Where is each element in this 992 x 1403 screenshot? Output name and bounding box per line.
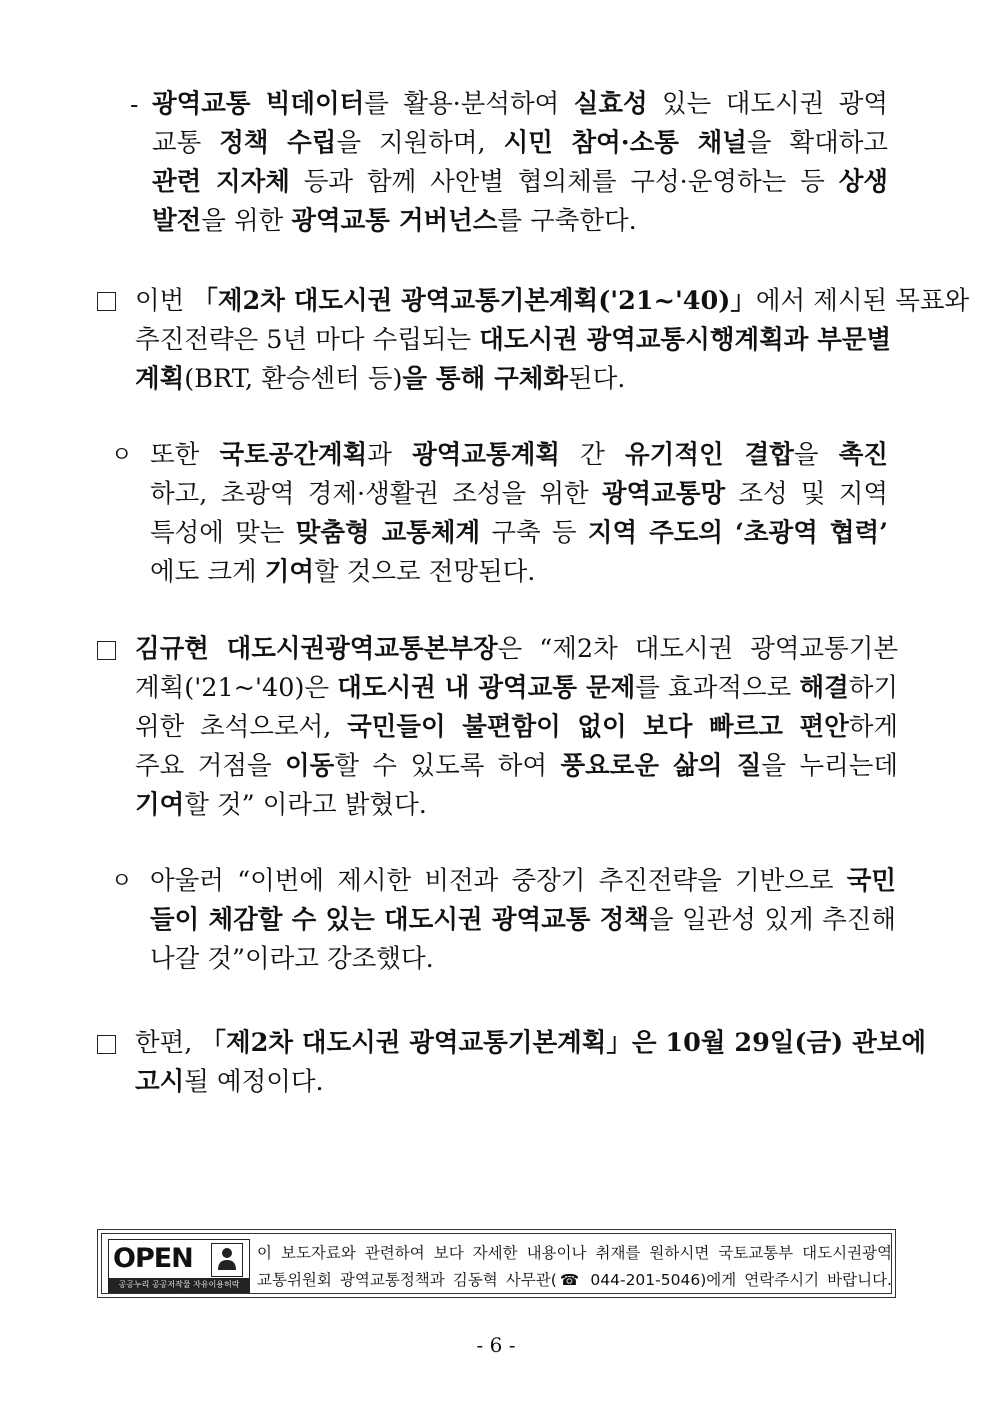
text-line [152,202,888,241]
text-run: 을 누리는데 [761,751,898,781]
bold-text-run: 기여 [264,557,315,587]
section-box-3 [97,1035,116,1054]
bold-text-run: 대도시권 광역교통시행계획과 부문별 [479,325,892,355]
attribution-person-icon [211,1243,243,1277]
bold-text-run: 풍요로운 삶의 질 [560,751,762,781]
text-run: 을 확대하고 [746,128,888,158]
text-run: 있는 대도시권 광역 [647,89,888,119]
bold-text-run: 시민 참여·소통 채널 [503,128,747,158]
bold-text-run: 맞춤형 교통체계 [295,518,481,548]
text-run: 조성 및 지역 [725,479,888,509]
bold-text-run: 광역교통 거버넌스 [291,206,498,236]
bold-text-run: 대도시권 내 광역교통 문제 [337,673,636,703]
text-run: 특성에 맞는 [150,518,296,548]
text-run: 은 “제2차 대도시권 광역교통기본 [497,634,898,664]
sub-paragraph-contribution [150,436,888,592]
bold-text-run: 정책 수립 [219,128,337,158]
text-run: 이번 [135,286,193,316]
text-line [135,669,898,708]
bold-text-run: 고시 [135,1067,185,1097]
bold-text-run: 이동 [285,751,335,781]
bullet-paragraph-bigdata [152,85,888,241]
section-paragraph-notice [135,1024,927,1102]
text-line [135,321,892,360]
bold-text-run: 국민 [846,866,896,896]
text-run: 구축 등 [480,518,588,548]
bold-text-run: 상생 [838,167,889,197]
text-run: 하게 [848,712,898,742]
text-run: 할 것으로 전망된다. [314,557,536,587]
text-run: 된다. [567,364,626,394]
text-line [152,163,888,202]
text-line [150,436,888,475]
bold-text-run: 계획 [135,364,185,394]
bold-text-run: 관련 지자체 [152,167,290,197]
contact-box-inner [101,1233,892,1294]
text-run: 을 [793,440,839,470]
text-line [135,630,898,669]
circle-marker: ㅇ [111,869,133,894]
text-run: 하고, 초광역 경제·생활권 조성을 위한 [150,479,602,509]
bold-text-run: 들이 체감할 수 있는 대도시권 광역교통 정책 [150,905,649,935]
bold-text-run: 지역 주도의 ‘초광역 협력’ [587,518,888,548]
contact-line-2: 교통위원회 광역교통정책과 김동혁 사무관(☎ 044-201-5046)에게 연락주시기 바랍니다. [257,1271,892,1289]
text-run: 아울러 “이번에 제시한 비전과 중장기 추진전략을 기반으로 [150,866,847,896]
text-run: (BRT, 환승센터 등) [184,364,403,394]
bold-text-run: 국민들이 불편함이 없이 보다 빠르고 편안 [347,712,849,742]
bold-text-run: 김규현 대도시권광역교통본부장 [135,634,498,664]
text-run: 에도 크게 [150,557,265,587]
contact-line-1: 이 보도자료와 관련하여 보다 자세한 내용이나 취재를 원하시면 국토교통부 대도시권광역 [257,1244,892,1262]
text-line [135,1024,927,1063]
bold-text-run: 「제2차 대도시권 광역교통기본계획('21~'40)」 [192,286,756,316]
text-run: 를 활용·분석하여 [364,89,574,119]
bold-text-run: 촉진 [838,440,888,470]
open-license-logo [108,1239,250,1293]
text-line [150,901,896,940]
bold-text-run: 「제2차 대도시권 광역교통기본계획」은 10월 29일(금) 관보에 [200,1028,927,1058]
bold-text-run: 광역교통계획 [412,440,560,470]
contact-box [97,1229,896,1298]
page-number: - 6 - [476,1333,516,1357]
text-line [135,747,898,786]
text-run: 될 예정이다. [184,1067,324,1097]
section-paragraph-plan [135,282,970,399]
bold-text-run: 국토공간계획 [219,440,368,470]
text-run: 위한 초석으로서, [135,712,348,742]
bold-text-run: 기여 [135,790,185,820]
bold-text-run: 유기적인 결합 [625,440,794,470]
section-paragraph-quote [135,630,898,825]
text-run: 과 [367,440,413,470]
open-logo-caption: 공공누리 공공저작물 자유이용허락 [109,1278,249,1292]
text-line [135,1063,888,1102]
text-run: 계획('21~'40)은 [135,673,338,703]
text-line [150,475,888,514]
text-line [150,514,888,553]
text-run: 을 위한 [201,206,292,236]
text-line [135,708,898,747]
text-run: 등과 함께 사안별 협의체를 구성·운영하는 등 [289,167,839,197]
text-run: 나갈 것”이라고 강조했다. [150,944,434,974]
text-line [135,282,970,321]
text-line [150,862,896,901]
open-logo-text: OPEN [113,1243,193,1274]
bold-text-run: 해결 [799,673,849,703]
dash-marker: - [130,90,139,119]
text-run: 를 구축한다. [497,206,637,236]
text-run: 교통 [152,128,220,158]
text-run: 을 지원하며, [336,128,504,158]
section-box-2 [97,641,116,660]
text-line [152,124,888,163]
text-run: 할 수 있도록 하여 [334,751,561,781]
text-run: 할 것” 이라고 밝혔다. [184,790,427,820]
text-run: 한편, [135,1028,201,1058]
sub-paragraph-emphasis [150,862,896,979]
text-run: 주요 거점을 [135,751,286,781]
text-line [135,786,898,825]
text-run: 또한 [150,440,220,470]
text-line [152,85,888,124]
bold-text-run: 광역교통 빅데이터 [152,89,365,119]
text-run: 간 [559,440,626,470]
text-line [135,360,888,399]
contact-text [257,1240,892,1294]
text-run: 추진전략은 5년 마다 수립되는 [135,325,480,355]
text-run: 에서 제시된 목표와 [755,286,970,316]
circle-marker: ㅇ [111,443,133,468]
bold-text-run: 발전 [152,206,202,236]
text-run: 하기 [848,673,898,703]
section-box-1 [97,292,116,311]
text-line [150,553,888,592]
bold-text-run: 광역교통망 [601,479,726,509]
text-line [150,940,896,979]
text-run: 를 효과적으로 [635,673,800,703]
bold-text-run: 을 통해 구체화 [402,364,568,394]
text-run: 을 일관성 있게 추진해 [648,905,896,935]
bold-text-run: 실효성 [573,89,648,119]
